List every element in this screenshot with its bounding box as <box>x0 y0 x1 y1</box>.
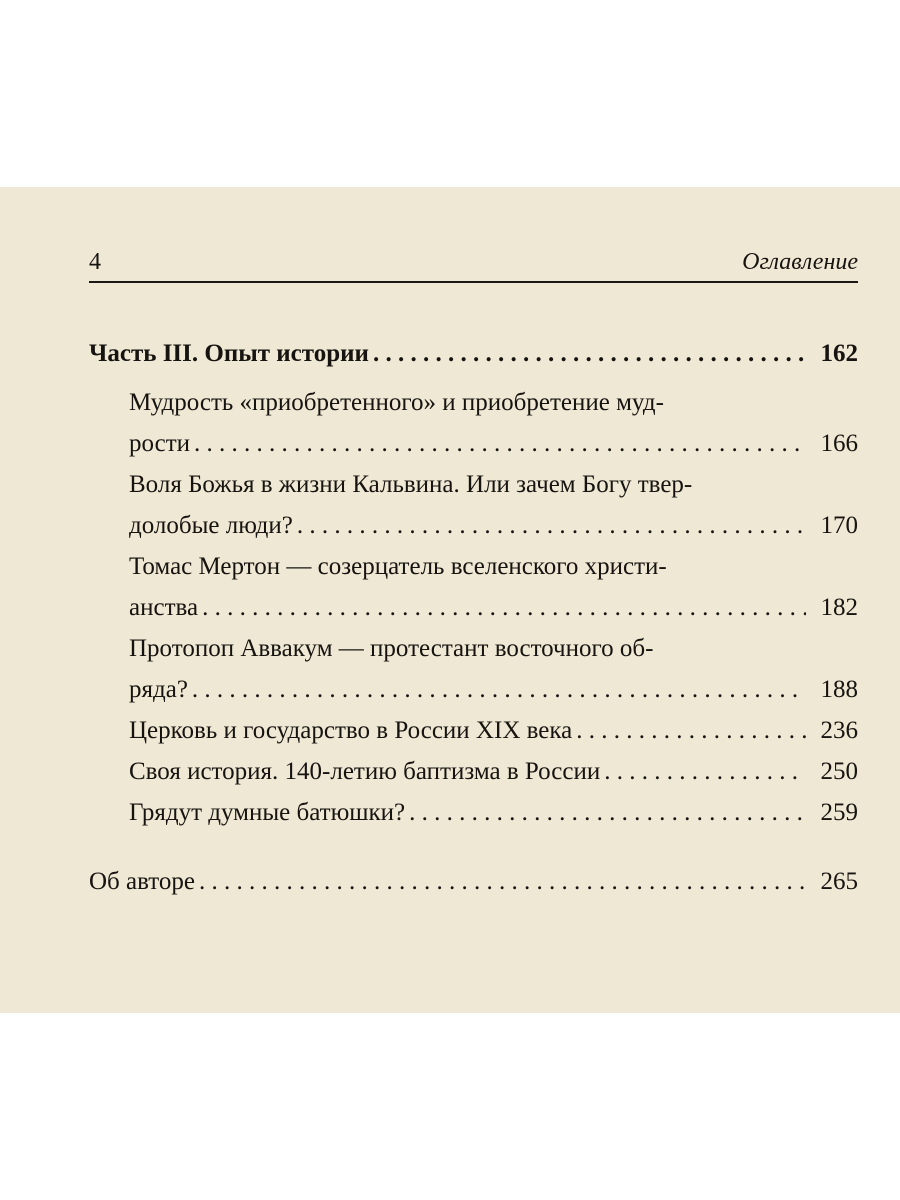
leader-dots <box>409 792 806 833</box>
leader-dots <box>576 710 806 751</box>
toc-entry-title-line2: анства <box>129 594 199 621</box>
toc-entry-title: Церковь и государство в России XIX века <box>129 717 573 744</box>
toc-entry-title-line1: Протопоп Аввакум — протестант восточного об- <box>129 635 654 662</box>
toc-entry-title-line2: долобые люди? <box>129 512 293 539</box>
toc-part-page: 162 <box>820 340 858 367</box>
running-header <box>89 243 858 283</box>
toc-entry-title-line1: Воля Божья в жизни Кальвина. Или зачем Богу твер- <box>129 471 693 498</box>
leader-dots <box>194 423 806 464</box>
leader-dots <box>297 505 806 546</box>
toc-entry-title-line1: Мудрость «приобретенного» и приобретение муд- <box>129 389 664 416</box>
toc-part-heading[interactable] <box>89 333 858 374</box>
toc-entry-page: 250 <box>820 758 858 785</box>
toc-entry-page: 188 <box>820 676 858 703</box>
toc-entry-title: Грядут думные батюшки? <box>129 799 406 826</box>
toc-entry-title: Своя история. 140-летию баптизма в России <box>129 758 601 785</box>
toc-entry[interactable] <box>89 464 858 546</box>
leader-dots <box>199 861 806 902</box>
toc-about-page: 265 <box>820 868 858 895</box>
toc-entry-page: 236 <box>820 717 858 744</box>
running-title: Оглавление <box>742 249 858 275</box>
toc-entry[interactable] <box>89 628 858 710</box>
leader-dots <box>192 669 806 710</box>
leader-dots <box>604 751 806 792</box>
toc-part-title: Часть III. Опыт истории <box>89 340 369 367</box>
toc-entry-page: 259 <box>820 799 858 826</box>
toc-entry[interactable] <box>89 751 858 792</box>
toc-entry-page: 182 <box>820 594 858 621</box>
leader-dots <box>373 333 806 374</box>
toc-entry[interactable] <box>89 382 858 464</box>
table-of-contents <box>89 333 858 902</box>
book-page <box>0 187 900 1013</box>
toc-entry-page: 166 <box>820 430 858 457</box>
page-content <box>89 243 858 895</box>
toc-entry-page: 170 <box>820 512 858 539</box>
page-number: 4 <box>89 249 101 275</box>
toc-about-author[interactable] <box>89 861 858 902</box>
toc-entry-title-line2: рости <box>129 430 191 457</box>
toc-entry[interactable] <box>89 546 858 628</box>
toc-entry[interactable] <box>89 792 858 833</box>
toc-entry-title-line1: Томас Мертон — созерцатель вселенского христи- <box>129 553 667 580</box>
toc-entry[interactable] <box>89 710 858 751</box>
toc-entry-title-line2: ряда? <box>129 676 188 703</box>
toc-about-title: Об авторе <box>89 868 195 895</box>
leader-dots <box>202 587 806 628</box>
